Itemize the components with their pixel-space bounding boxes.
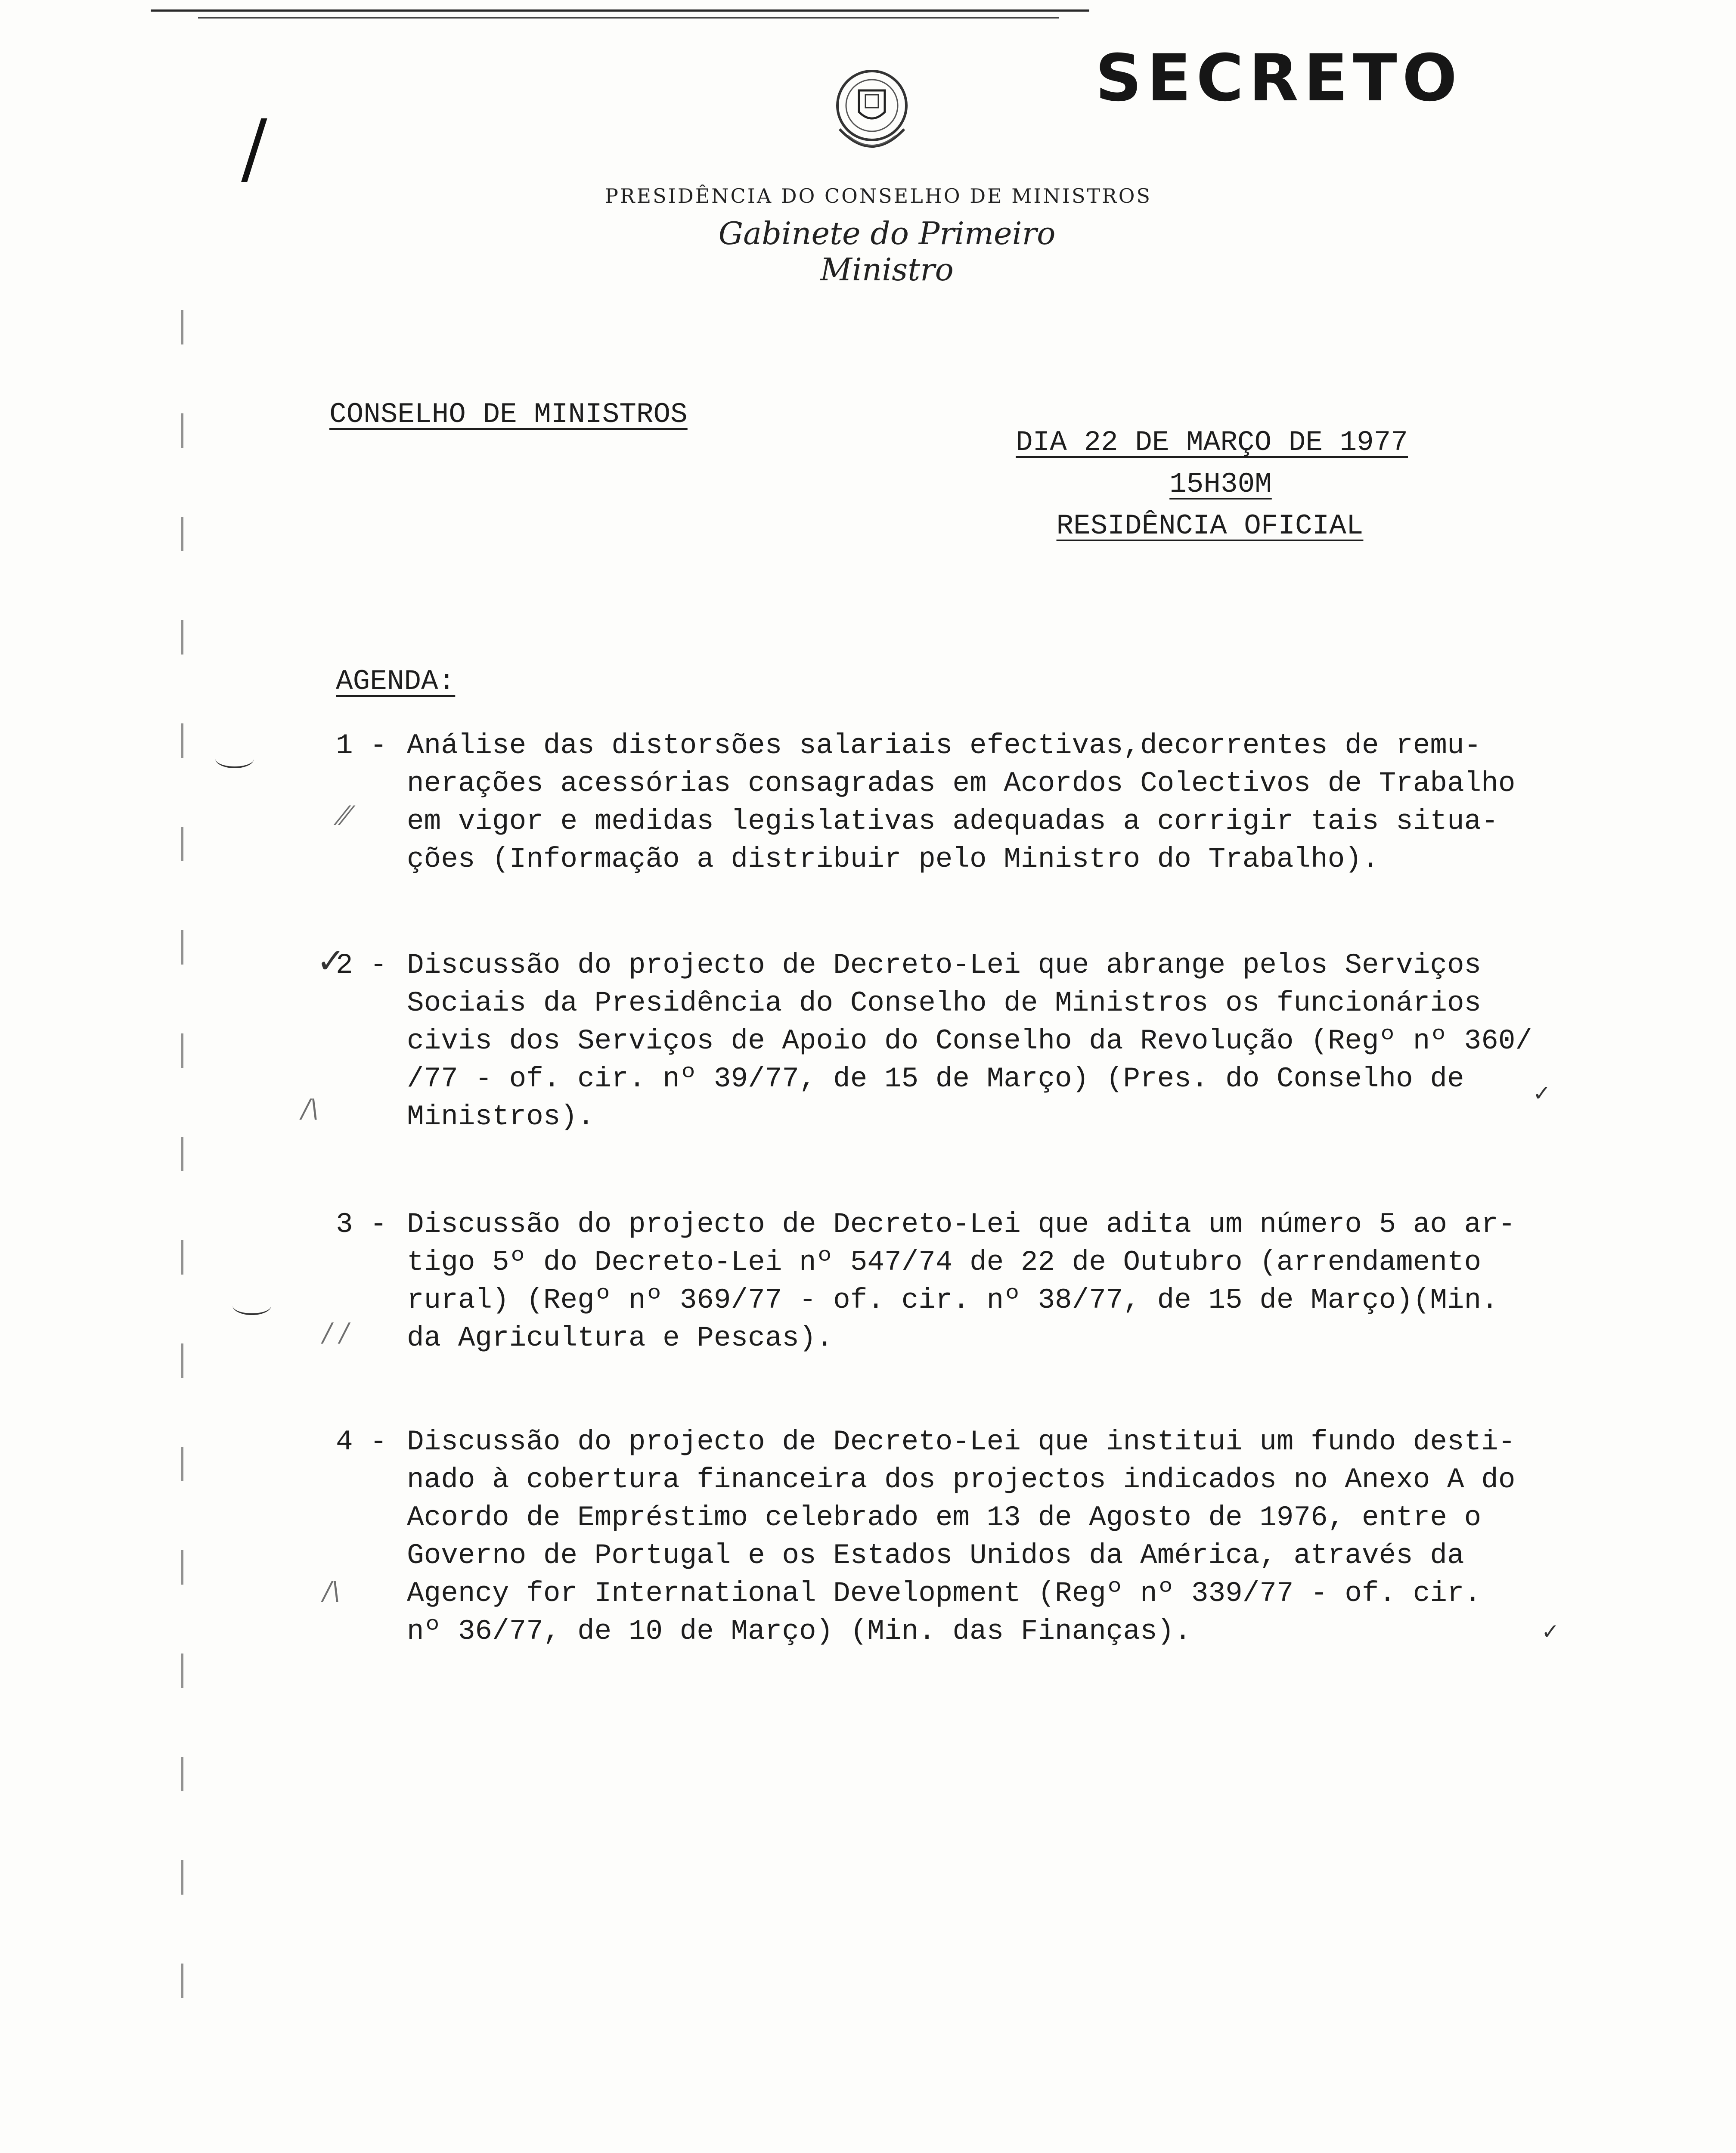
handwritten-margin-scribble: ⁄⁄ bbox=[340, 801, 349, 831]
margin-arc-mark-2 bbox=[232, 1296, 271, 1315]
top-edge-line-secondary bbox=[198, 17, 1059, 19]
meeting-date: DIA 22 DE MARÇO DE 1977 bbox=[1016, 426, 1408, 459]
agenda-item-2 bbox=[336, 946, 1541, 1136]
agenda-item-number: 3 - bbox=[336, 1208, 387, 1241]
agenda-item-4 bbox=[336, 1423, 1541, 1650]
agenda-item-number: 1 - bbox=[336, 729, 387, 762]
agenda-item-text: Análise das distorsões salariais efectivas,decorrentes de remu- nerações acessórias consagradas em Acordos Colectivos de Trabalho em vigor e medidas legislativas adequadas a corrigir tais situa- ções (Informação a distribuir pelo Ministro do Trabalho). bbox=[407, 729, 1516, 875]
handwritten-check-mark: ✓ bbox=[1541, 1619, 1559, 1644]
top-edge-line bbox=[151, 9, 1089, 12]
classification-stamp: SECRETO bbox=[1095, 41, 1463, 116]
left-margin-marks bbox=[181, 310, 183, 2032]
handwritten-margin-scribble: / / bbox=[323, 1318, 349, 1348]
document-heading: CONSELHO DE MINISTROS bbox=[329, 398, 688, 431]
office-title: Gabinete do Primeiro Ministro bbox=[718, 215, 1056, 288]
handwritten-margin-scribble: /\ bbox=[323, 1576, 341, 1606]
meeting-location: RESIDÊNCIA OFICIAL bbox=[1056, 510, 1364, 542]
agenda-item-text: Discussão do projecto de Decreto-Lei que institui um fundo desti- nado à cobertura financeira dos projectos indicados no Anexo A do Acordo de Empréstimo celebrado em 13 de Agosto de 1976, entre o Governo de Portugal e os Estados Unidos da América, através da Agency for International Development (Regº nº 339/77 - of. cir. nº 36/77, de 10 de Março) (Min. das Finanças). bbox=[407, 1426, 1516, 1647]
handwritten-check-mark: ✓ bbox=[1533, 1081, 1551, 1106]
agenda-item-number: 2 - bbox=[336, 949, 387, 981]
agenda-item-number: 4 - bbox=[336, 1426, 387, 1458]
handwritten-check-mark: ✓ bbox=[316, 941, 346, 981]
handwritten-margin-scribble: /\ bbox=[301, 1094, 319, 1124]
margin-arc-mark-1 bbox=[215, 749, 254, 768]
handwritten-margin-mark: / bbox=[241, 103, 267, 193]
agenda-item-text: Discussão do projecto de Decreto-Lei que adita um número 5 ao ar- tigo 5º do Decreto-Lei nº 547/74 de 22 de Outubro (arrendamento rural) (Regº nº 369/77 - of. cir. nº 38/77, de 15 de Março)(Min. da Agricultura e Pescas). bbox=[407, 1208, 1516, 1354]
meeting-time: 15H30M bbox=[1169, 468, 1272, 500]
agenda-label: AGENDA: bbox=[336, 665, 456, 698]
meeting-details bbox=[1003, 426, 1417, 552]
agenda-item-3 bbox=[336, 1206, 1541, 1357]
agenda-item-text: Discussão do projecto de Decreto-Lei que abrange pelos Serviços Sociais da Presidência do Conselho de Ministros os funcionários civis dos Serviços de Apoio do Conselho da Revolução (Regº nº 360/ /77 - of. cir. nº 39/77, de 15 de Março) (Pres. do Conselho de Ministros). bbox=[407, 949, 1533, 1133]
institution-title: PRESIDÊNCIA DO CONSELHO DE MINISTROS bbox=[604, 184, 1152, 208]
coat-of-arms-seal bbox=[822, 65, 921, 168]
agenda-item-1 bbox=[336, 727, 1541, 878]
